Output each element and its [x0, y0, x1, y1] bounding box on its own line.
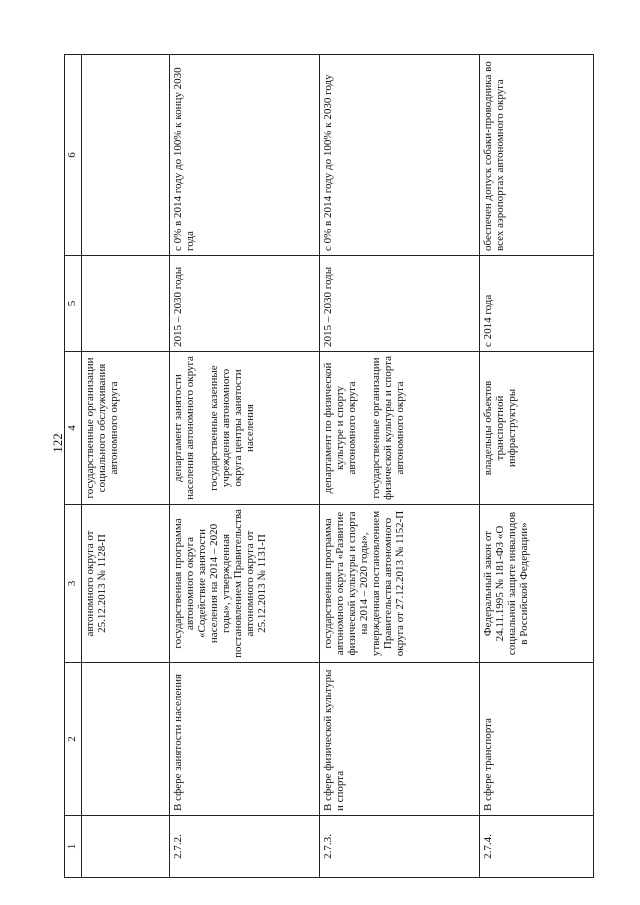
result-cell — [82, 55, 170, 256]
document-cell: Федеральный закон от 24.11.1995 № 181-ФЗ «О социальной защите инвалидов в Российской Федерации» — [480, 505, 594, 663]
period-cell: с 2014 года — [480, 256, 594, 352]
document-cell: государственная программа автономного округа «Содействие занятости населения на 2014 – 2020 годы», утвержденная постановлением Правительства автономного округа от 25.12.2013 № 1131-П — [170, 505, 320, 663]
table-row — [82, 55, 170, 878]
header-col-4: 4 — [65, 352, 82, 505]
executor-cell — [170, 352, 320, 505]
header-col-5: 5 — [65, 256, 82, 352]
executor-primary: департамент занятости населения автономного округа — [172, 356, 196, 500]
executor-secondary: государственные казенные учреждения автономного округа центры занятости населения — [208, 365, 256, 491]
period-cell — [82, 256, 170, 352]
table-row — [170, 55, 320, 878]
header-col-6: 6 — [65, 55, 82, 256]
header-row — [65, 55, 82, 878]
executor-cell: владельцы объектов транспортной инфраструктуры — [480, 352, 594, 505]
header-col-2: 2 — [65, 663, 82, 816]
period-cell: 2015 – 2030 годы — [320, 256, 480, 352]
row-number: 2.7.4. — [480, 816, 594, 878]
table-row — [320, 55, 480, 878]
sphere-cell: В сфере занятости населения — [170, 663, 320, 816]
document-cell: государственная программа автономного округа «Развитие физической культуры и спорта на 2014 – 2020 годы», утвержденная постановлением Правительства автономного округа от 27.12.2013 № 1152-П — [320, 505, 480, 663]
table-row — [480, 55, 594, 878]
page-number: 122 — [50, 433, 65, 453]
sphere-cell — [82, 663, 170, 816]
result-cell: с 0% в 2014 году до 100% к концу 2030 года — [170, 55, 320, 256]
executor-secondary: государственные организации физической культуры и спорта автономного округа — [370, 356, 406, 500]
header-col-1: 1 — [65, 816, 82, 878]
row-number: 2.7.3. — [320, 816, 480, 878]
result-cell: обеспечен допуск собаки-проводника во всех аэропортах автономного округа — [480, 55, 594, 256]
document-cell: автономного округа от 25.12.2013 № 1128-П — [82, 505, 170, 663]
period-cell: 2015 – 2030 годы — [170, 256, 320, 352]
measures-table — [64, 54, 594, 878]
result-cell: с 0% в 2014 году до 100% к 2030 году — [320, 55, 480, 256]
header-col-3: 3 — [65, 505, 82, 663]
executor-cell: государственные организации социального обслуживания автономного округа — [82, 352, 170, 505]
executor-primary: департамент по физической культуре и спорту автономного округа — [322, 362, 358, 494]
sphere-cell: В сфере транспорта — [480, 663, 594, 816]
row-number: 2.7.2. — [170, 816, 320, 878]
table-rotated-container — [64, 55, 594, 878]
executor-cell — [320, 352, 480, 505]
sphere-cell: В сфере физической культуры и спорта — [320, 663, 480, 816]
row-number — [82, 816, 170, 878]
